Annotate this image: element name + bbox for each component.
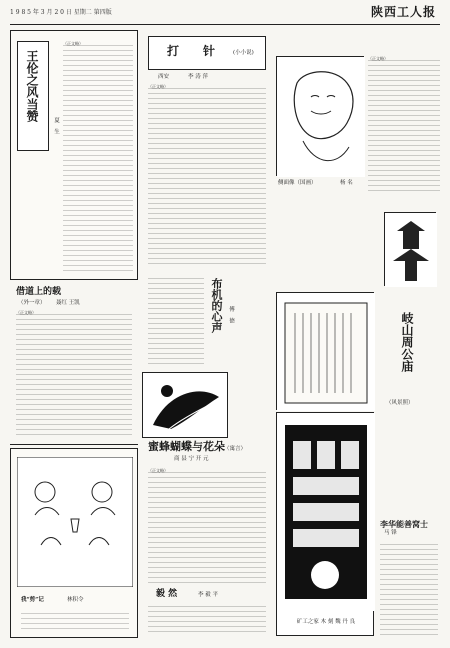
left-top-title: 王伦之风当赞 (25, 50, 39, 122)
pagoda-art (385, 213, 437, 287)
fable-tag: （寓言） (224, 446, 247, 452)
fable-body: （正文略） (148, 468, 266, 584)
left-bottom-author: 林积令 (67, 597, 84, 603)
left-top-author: 夏 生 (53, 117, 59, 134)
right-column-body (380, 540, 438, 638)
woodcut-caption: 矿工之家 木 刻 魏 丹 良 (296, 619, 356, 625)
left-mid-author: 聂红 王凯 (56, 300, 80, 306)
story-author: 李 涛 萍 (188, 74, 208, 80)
leaf-art (143, 373, 229, 439)
leaf-illustration (142, 372, 228, 438)
poem-author: 李 毅 平 (198, 592, 218, 598)
woodcut-art (277, 413, 375, 611)
story-place: 西安 (158, 74, 170, 80)
comic-art (17, 457, 133, 587)
top-right-body: （正文略） (368, 56, 440, 192)
left-mid-article (10, 284, 138, 446)
poem-title: 毅 然 (156, 589, 178, 599)
bottom-right-column (378, 520, 440, 640)
story-label: (小小说) (233, 50, 254, 56)
top-center-story (142, 30, 272, 270)
right-vertical-title: 岐山周公庙 (400, 312, 414, 372)
pagoda-photo (384, 212, 436, 286)
story-body: （正文略） (148, 84, 266, 266)
left-mid-title: 借道上的载 (16, 287, 62, 297)
left-top-body: （正文略） (63, 41, 133, 271)
portrait-box (276, 56, 364, 176)
portrait-art (277, 57, 365, 177)
date-issue: 1 9 8 5 年 3 月 2 0 日 星期二 第四版 (10, 9, 112, 16)
poem-body (148, 602, 266, 634)
header-rule (10, 24, 440, 25)
title-box (148, 36, 266, 70)
right-mid-photo (276, 292, 374, 410)
left-bottom-caption: 我“剪”记 (21, 597, 44, 603)
portrait-caption: 侧面像（国画） (278, 180, 317, 186)
center-mid-block (142, 268, 238, 372)
story-title-left: 打 (167, 44, 180, 58)
right-side (378, 212, 440, 522)
masthead: 陕西工人报 (370, 5, 436, 19)
left-top-title-box (17, 41, 49, 151)
fable-author: 商 县 宁 开 元 (174, 456, 209, 462)
left-top-article (10, 30, 138, 280)
poem-block (148, 590, 266, 634)
portrait-author: 杨 名 (340, 180, 353, 186)
center-lower-fable (142, 440, 272, 640)
center-mid-body (148, 274, 204, 366)
fable-title: 蜜蜂蝴蝶与花朵 (148, 440, 225, 453)
left-mid-body: （正文略） (16, 310, 132, 438)
right-column-title: 李华能善窝士 (380, 519, 428, 529)
left-bottom-text (21, 609, 129, 633)
woodcut-block (276, 412, 374, 636)
left-mid-subtitle: （外一章） (18, 300, 46, 306)
vertical-author: 傅 德 (228, 306, 234, 323)
story-title-right: 针 (203, 44, 216, 58)
left-bottom-comic (10, 448, 138, 638)
left-mid-divider (10, 444, 138, 445)
right-column-author: 马 锋 (384, 530, 397, 536)
header (10, 6, 440, 28)
right-vertical-note: （风景照） (386, 400, 414, 406)
top-right-block (276, 30, 440, 200)
vertical-title: 布机的心声 (210, 278, 223, 333)
stele-art (277, 293, 375, 411)
